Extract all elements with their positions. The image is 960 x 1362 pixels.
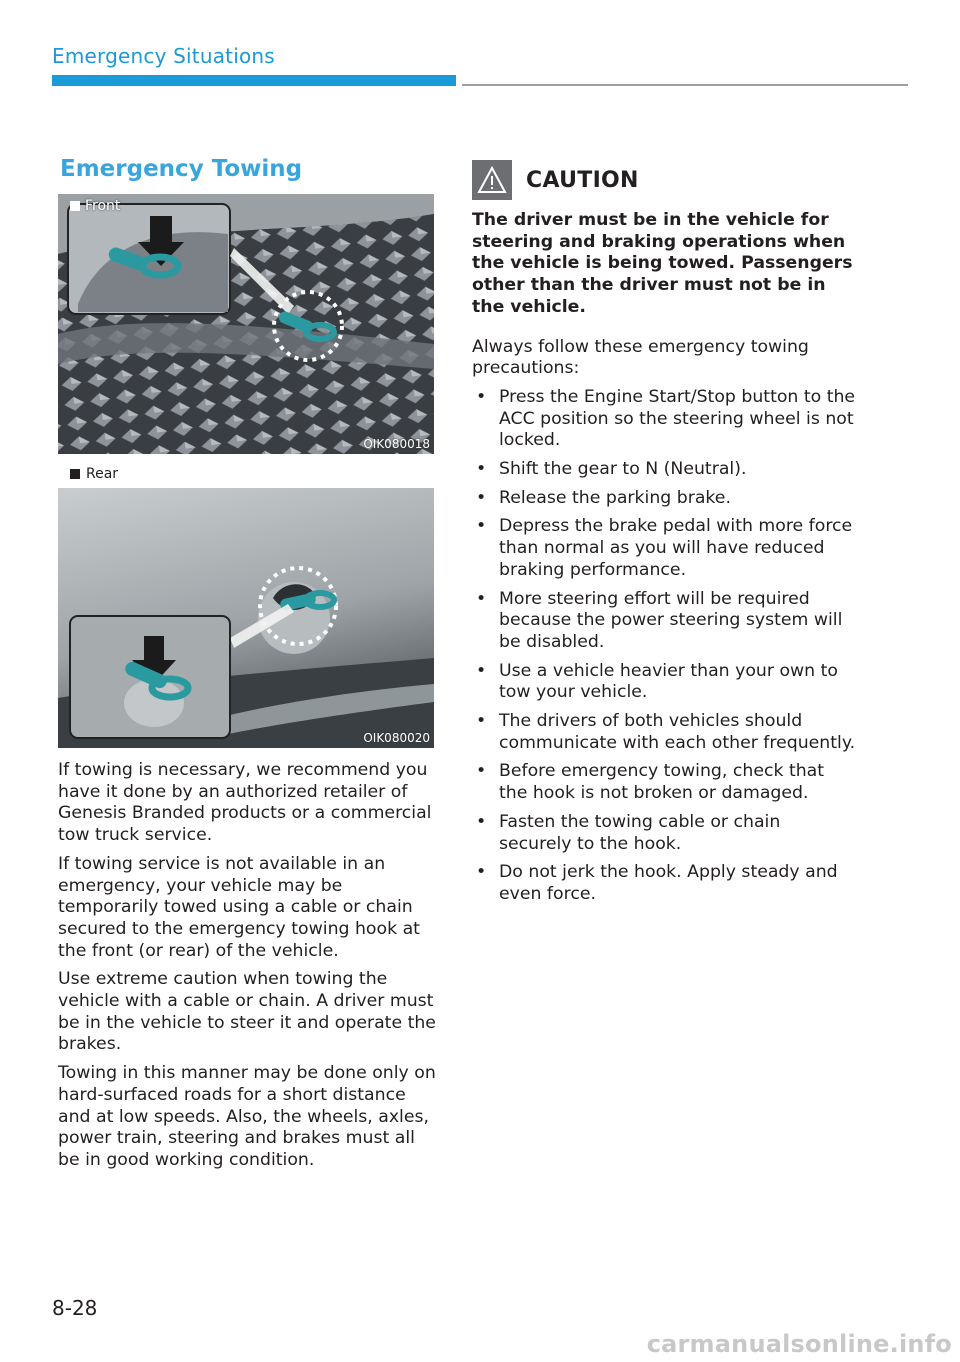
header-rule-accent [52,75,456,86]
paragraph: If towing is necessary, we recommend you have it done by an authorized retailer of Genesis Branded products or a commercial tow truck service. [58,760,432,846]
list-item: • Press the Engine Start/Stop button to the ACC position so the steering wheel is not locked. [472,387,856,452]
square-bullet-icon [70,469,80,479]
figure-label-text: Front [85,198,121,214]
warning-triangle-icon [472,160,512,200]
section-header: Emergency Situations [52,44,275,68]
caution-text: The driver must be in the vehicle for steering and braking operations when the vehicle is being towed. Passengers other than the driver must not be in the vehicle. [472,210,853,317]
front-figure [58,194,434,454]
watermark: carmanualsonline.info [646,1330,952,1358]
left-column [58,156,438,1179]
list-item: • The drivers of both vehicles should communicate with each other frequently. [472,711,856,754]
left-body-text [58,760,438,1172]
page-number: 8-28 [52,1296,98,1320]
rear-figure [58,488,434,748]
paragraph: Towing in this manner may be done only on hard-surfaced roads for a short distance and at low speeds. Also, the wheels, axles, power train, steering and brakes must all be in good working condition. [58,1063,436,1170]
list-item: • Depress the brake pedal with more force than normal as you will have reduced braking performance. [472,516,856,581]
precautions-intro: Always follow these emergency towing precautions: [472,336,809,379]
right-column [472,160,856,913]
list-item: • Use a vehicle heavier than your own to tow your vehicle. [472,661,856,704]
square-bullet-icon [70,201,80,211]
front-hook-illustration [58,194,434,454]
rear-hook-illustration [58,488,434,748]
list-item: • Shift the gear to N (Neutral). [472,459,856,481]
caution-header [472,160,856,200]
paragraph: Use extreme caution when towing the vehicle with a cable or chain. A driver must be in the vehicle to steer it and operate the brakes. [58,969,436,1055]
figure-code-front: OIK080018 [363,437,430,451]
figure-label-text: Rear [86,466,119,482]
paragraph: If towing service is not available in an emergency, your vehicle may be temporarily towed using a cable or chain secured to the emergency towing hook at the front (or rear) of the vehicle. [58,853,420,961]
page-title: Emergency Towing [60,156,303,182]
figure-code-rear: OIK080020 [363,731,430,745]
precautions-list [472,387,856,906]
figure-label-rear [70,466,438,482]
caution-title: CAUTION [526,167,639,193]
list-item: • More steering effort will be required because the power steering system will be disabled. [472,589,856,654]
list-item: • Release the parking brake. [472,488,856,510]
list-item: • Do not jerk the hook. Apply steady and even force. [472,862,856,905]
list-item: • Before emergency towing, check that the hook is not broken or damaged. [472,761,856,804]
figure-label-front [70,198,120,214]
list-item: • Fasten the towing cable or chain securely to the hook. [472,812,856,855]
header-rule-gray [462,84,908,86]
